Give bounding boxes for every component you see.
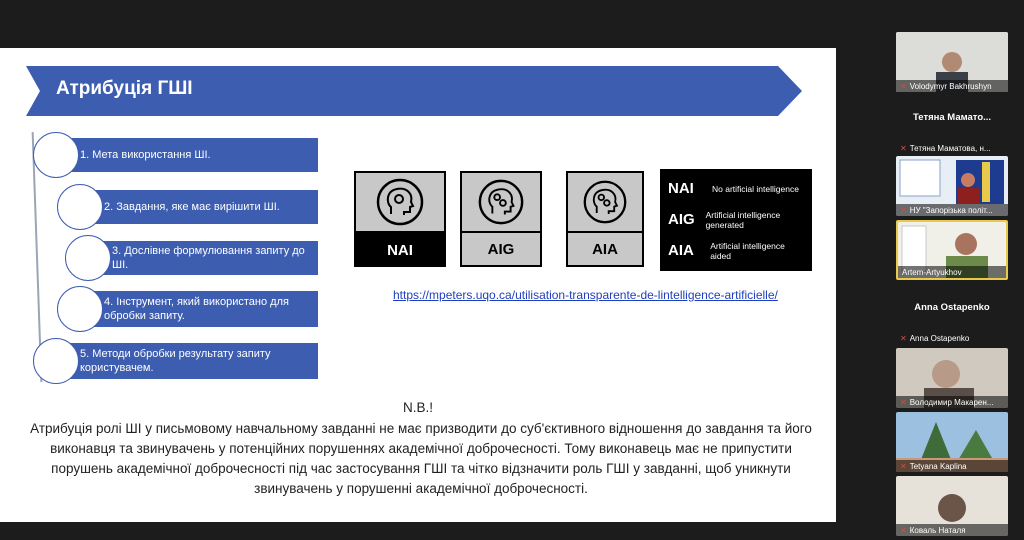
legend-abbr: NAI <box>668 180 694 197</box>
participant-tile[interactable] <box>896 348 1008 408</box>
mic-muted-icon: ✕ <box>900 525 907 535</box>
step-3-circle <box>65 235 111 281</box>
participant-tile[interactable] <box>896 32 1008 92</box>
step-5 <box>56 343 318 379</box>
participant-name: ✕ Коваль Наталя <box>896 524 1008 536</box>
step-4-label: 4. Інструмент, який використано для обробки запиту. <box>104 296 289 322</box>
participant-tile-active[interactable] <box>896 220 1008 280</box>
participant-name: ✕ Тетяна Маматова, н... <box>900 143 991 153</box>
nb-heading: N.B.! <box>402 400 433 415</box>
participant-name: ✕ Володимир Макарен... <box>896 396 1008 408</box>
legend-row-aig <box>668 204 804 235</box>
head-gears-icon <box>477 178 525 226</box>
participant-name: ✕ Anna Ostapenko <box>900 333 970 343</box>
step-4-circle <box>57 286 103 332</box>
step-3 <box>88 241 318 275</box>
legend-desc: No artificial intelligence <box>712 183 799 194</box>
badge-nai-label: NAI <box>354 233 446 267</box>
mic-muted-icon: ✕ <box>900 81 907 91</box>
participant-name: ✕ Tetyana Kaplina <box>896 460 1008 472</box>
legend-abbr: AIA <box>668 242 694 259</box>
participant-tile[interactable] <box>896 284 1008 344</box>
badge-nai <box>354 171 446 267</box>
step-4 <box>80 291 318 327</box>
mic-muted-icon: ✕ <box>900 333 907 343</box>
step-2 <box>80 190 318 224</box>
legend-desc: Artificial intelligence generated <box>705 209 781 230</box>
mic-muted-icon: ✕ <box>900 205 907 215</box>
mic-muted-icon: ✕ <box>900 143 907 153</box>
step-5-circle <box>33 338 79 384</box>
badge-aia <box>566 171 644 267</box>
badge-aig <box>460 171 542 263</box>
participant-big-name: Тетяна Мамато... <box>912 112 992 123</box>
shared-slide <box>0 48 836 522</box>
participant-tile[interactable] <box>896 412 1008 472</box>
mic-muted-icon: ✕ <box>900 461 907 471</box>
participant-name: ✕ НУ "Запорізька політ... <box>896 204 1008 216</box>
step-2-label: 2. Завдання, яке має вирішити ШІ. <box>104 201 280 213</box>
badge-aig-image <box>460 171 542 233</box>
participants-panel <box>892 28 1012 540</box>
step-1-circle <box>33 132 79 178</box>
badge-aig-label: AIG <box>460 233 542 267</box>
head-gears-icon <box>582 179 628 225</box>
participant-tile[interactable] <box>896 156 1008 216</box>
legend-row-aia <box>668 235 804 266</box>
step-2-circle <box>57 184 103 230</box>
participant-name: ✕ Volodymyr Bakhrushyn <box>896 80 1008 92</box>
participant-tile[interactable] <box>896 94 1008 154</box>
badge-aia-image <box>566 171 644 233</box>
head-gear-icon <box>375 177 425 227</box>
badge-nai-image <box>354 171 446 233</box>
mic-muted-icon: ✕ <box>900 397 907 407</box>
slide-title: Атрибуція ГШІ <box>56 78 193 99</box>
step-5-label: 5. Методи обробки результату запиту користувачем. <box>80 348 271 374</box>
step-3-label: 3. Дослівне формулювання запиту до ШІ. <box>112 245 305 271</box>
source-link[interactable]: https://mpeters.uqo.ca/utilisation-transparente-de-lintelligence-artificielle/ <box>393 288 778 302</box>
participant-big-name: Anna Ostapenko <box>914 302 990 313</box>
step-1-label: 1. Мета використання ШІ. <box>80 149 211 161</box>
participant-tile[interactable] <box>896 476 1008 536</box>
badge-aia-label: AIA <box>566 233 644 267</box>
legend-abbr: AIG <box>668 211 695 228</box>
participant-name: Artem-Artyukhov <box>898 266 1006 278</box>
legend-row-nai <box>668 173 804 204</box>
nb-paragraph: Атрибуція ролі ШІ у письмовому навчальному завданні не має призводити до суб'єктивного відношення до завдання та його виконавця та звинувачень у потенційних порушеннях академічної доброчесності. Тому виконавець має не припустити порушень академічної доброчесності під час застосування ГШІ та чітко відзначити роль ГШІ у завданні, щоб уникнути звинувачень у порушенні академічної доброчесності. <box>30 421 812 496</box>
title-banner <box>26 66 802 116</box>
step-1 <box>56 138 318 172</box>
legend-desc: Artificial intelligence aided <box>710 240 785 261</box>
ai-legend <box>660 169 812 271</box>
